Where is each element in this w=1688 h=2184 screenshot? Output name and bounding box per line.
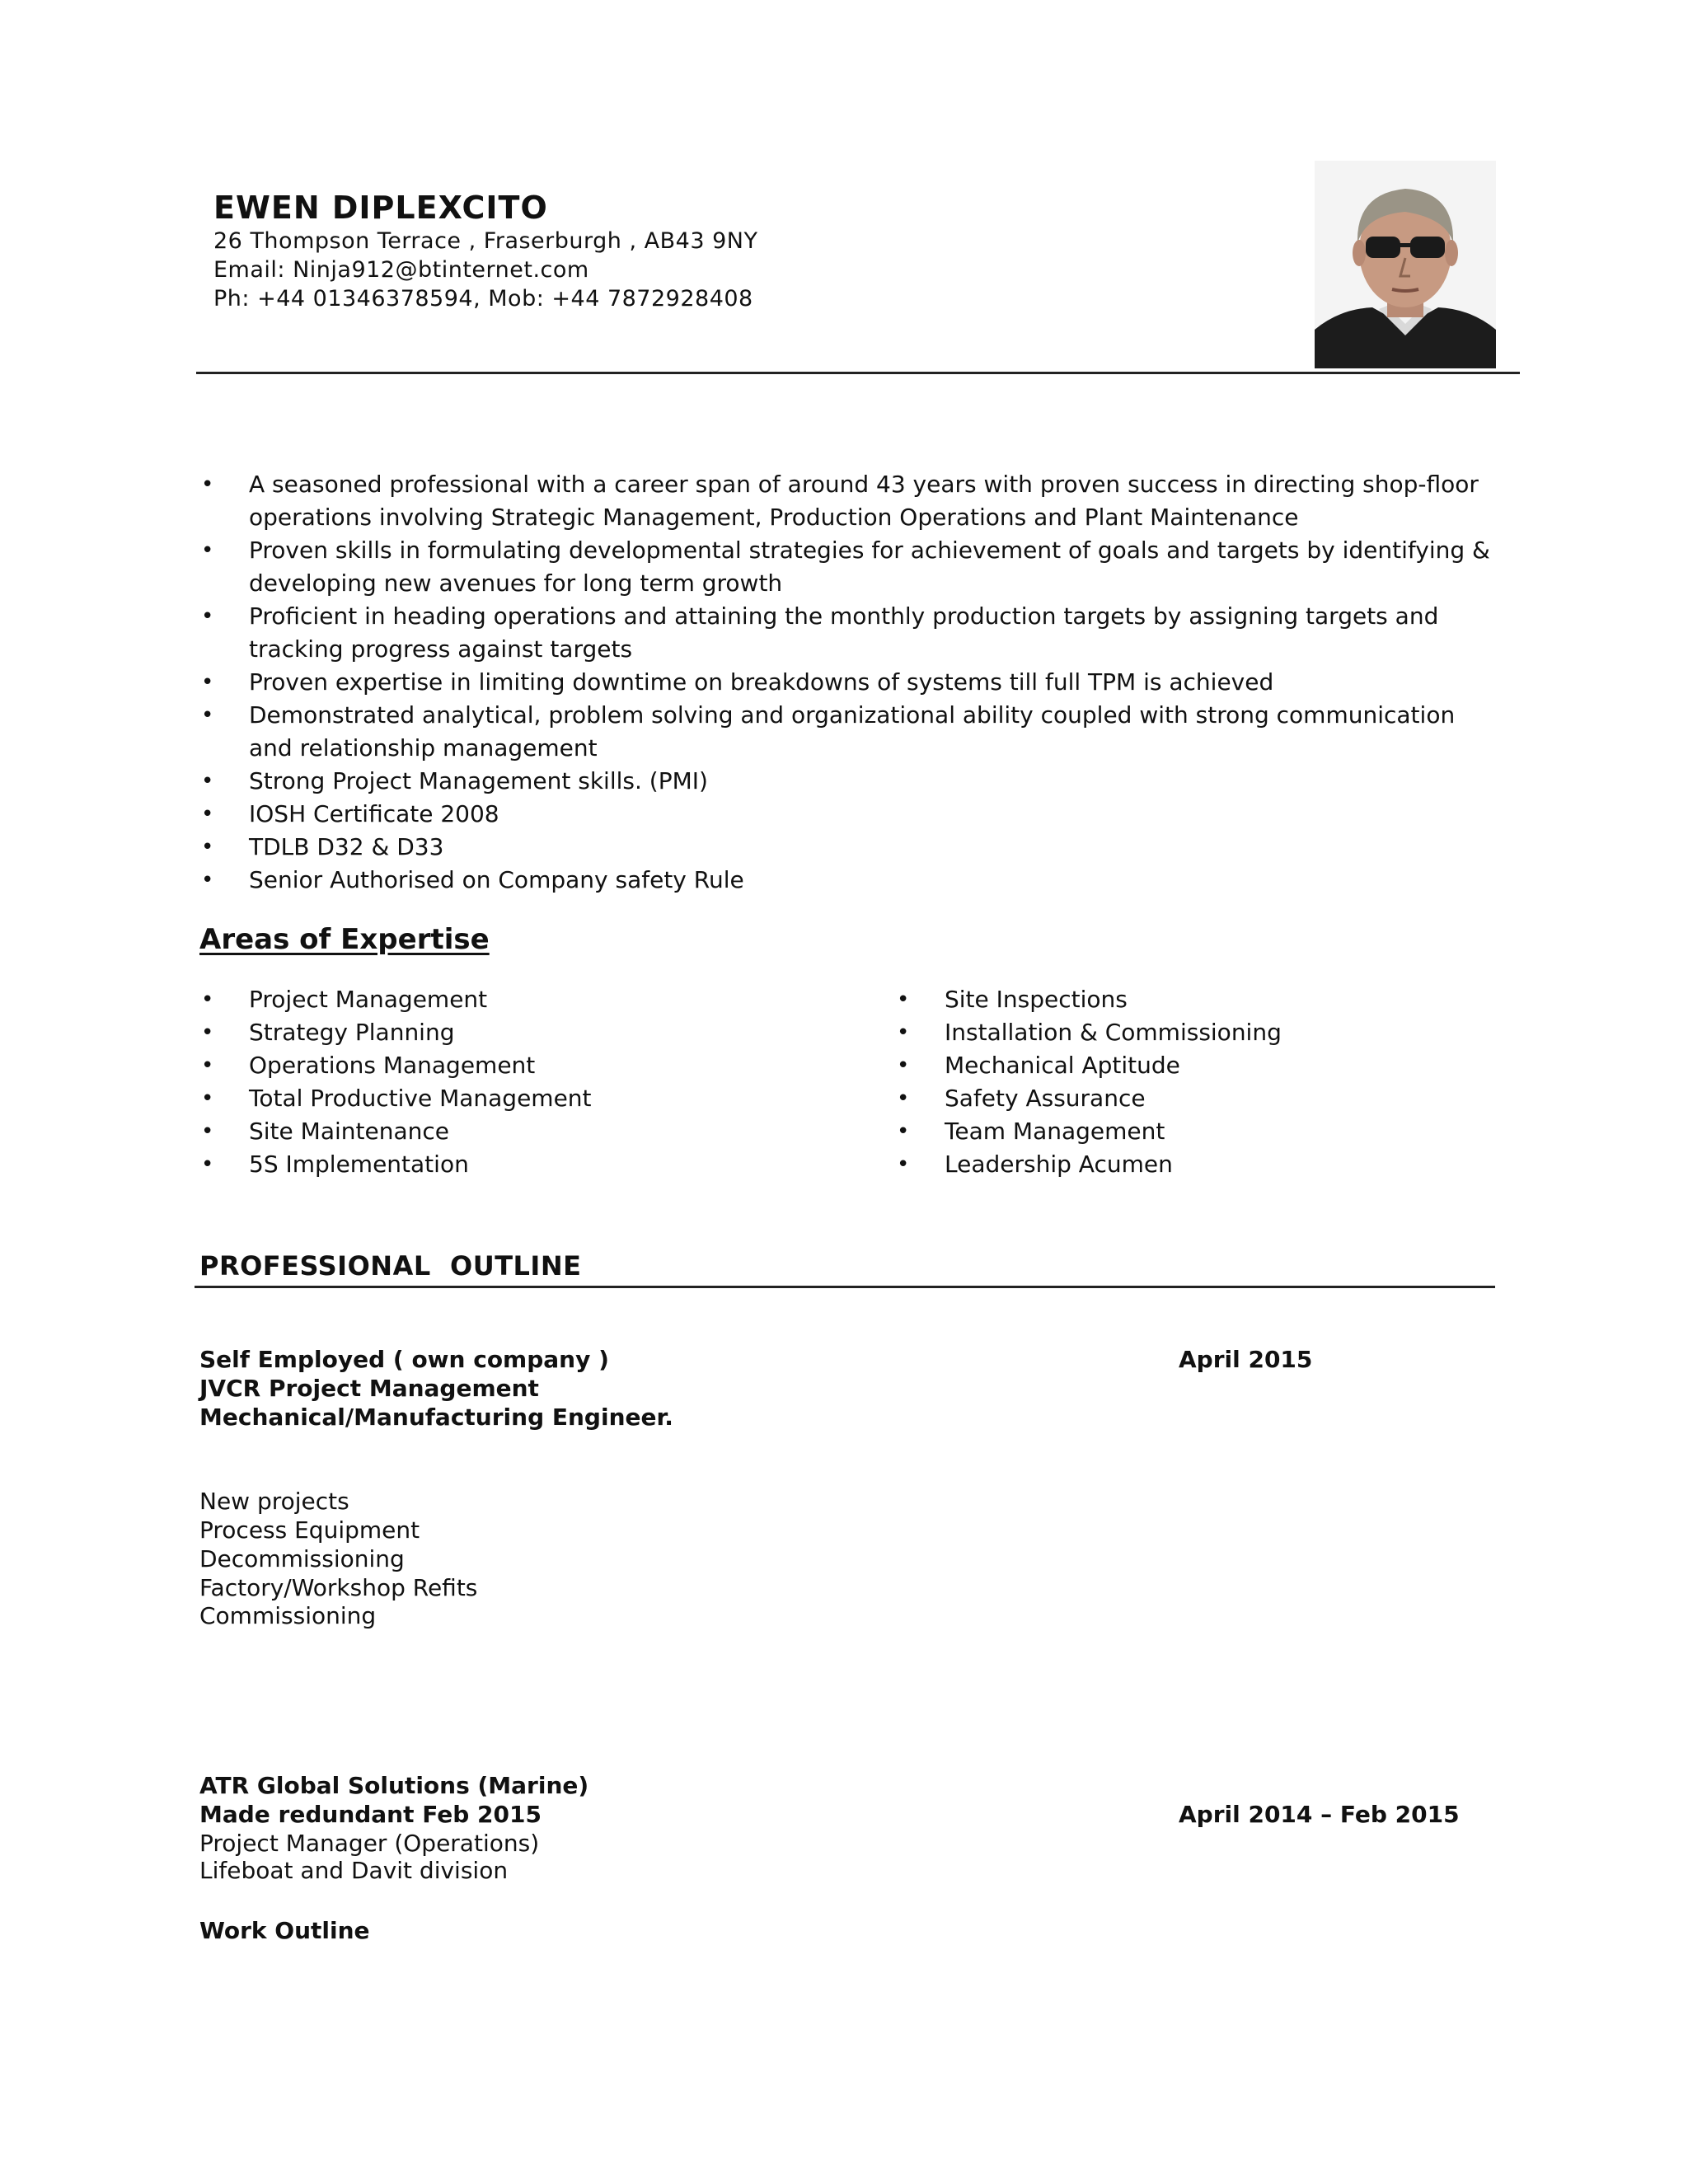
list-item: • Site Maintenance (196, 1115, 856, 1148)
job2-division: Lifeboat and Davit division (199, 1857, 509, 1884)
summary-list (196, 468, 1490, 897)
header-divider (196, 372, 1520, 374)
list-item: • Proven skills in formulating developmental strategies for achievement of goals and targets by identifying & developing new avenues for long term growth (196, 534, 1490, 600)
job2-line2: Made redundant Feb 2015 (199, 1801, 542, 1828)
work-outline-heading: Work Outline (199, 1917, 370, 1944)
list-item: • Total Productive Management (196, 1082, 856, 1115)
expertise-list-right (892, 983, 1518, 1181)
list-item: • Site Inspections (892, 983, 1518, 1016)
job2-company: ATR Global Solutions (Marine) (199, 1772, 589, 1799)
job1-line3: Mechanical/Manufacturing Engineer. (199, 1404, 673, 1431)
list-item: • A seasoned professional with a career span of around 43 years with proven success in directing shop-floor operations involving Strategic Management, Production Operations and Plant Maintenance (196, 468, 1490, 534)
list-item: • Proven expertise in limiting downtime on breakdowns of systems till full TPM is achieved (196, 666, 1490, 699)
list-item: • Proficient in heading operations and attaining the monthly production targets by assigning targets and tracking progress against targets (196, 600, 1490, 666)
outline-divider (195, 1286, 1495, 1288)
job1-duty: Factory/Workshop Refits (199, 1574, 478, 1601)
job1-duty: Commissioning (199, 1602, 377, 1629)
expertise-list-left (196, 983, 856, 1181)
list-item: • Leadership Acumen (892, 1148, 1518, 1181)
job2-date: April 2014 – Feb 2015 (1179, 1801, 1460, 1828)
list-item: • Demonstrated analytical, problem solving and organizational ability coupled with strong communication and relationship management (196, 699, 1490, 765)
candidate-name: EWEN DIPLEXCITO (213, 190, 548, 226)
job1-date: April 2015 (1179, 1346, 1313, 1373)
job1-duty: Decommissioning (199, 1545, 405, 1572)
list-item: • Strategy Planning (196, 1016, 856, 1049)
list-item: • TDLB D32 & D33 (196, 831, 1490, 864)
job1-duty: Process Equipment (199, 1516, 420, 1544)
list-item: • Mechanical Aptitude (892, 1049, 1518, 1082)
list-item: • 5S Implementation (196, 1148, 856, 1181)
job1-duty: New projects (199, 1488, 349, 1515)
expertise-heading: Areas of Expertise (199, 923, 490, 956)
job2-role: Project Manager (Operations) (199, 1830, 540, 1857)
job1-line2: JVCR Project Management (199, 1375, 539, 1402)
list-item: • Team Management (892, 1115, 1518, 1148)
list-item: • Project Management (196, 983, 856, 1016)
address: 26 Thompson Terrace , Fraserburgh , AB43 9NY (213, 228, 758, 254)
list-item: • IOSH Certificate 2008 (196, 798, 1490, 831)
list-item: • Strong Project Management skills. (PMI) (196, 765, 1490, 798)
list-item: • Operations Management (196, 1049, 856, 1082)
list-item: • Safety Assurance (892, 1082, 1518, 1115)
email: Email: Ninja912@btinternet.com (213, 257, 589, 283)
job1-company: Self Employed ( own company ) (199, 1346, 609, 1373)
list-item: • Installation & Commissioning (892, 1016, 1518, 1049)
profile-photo (1315, 161, 1496, 368)
list-item: • Senior Authorised on Company safety Rule (196, 864, 1490, 897)
professional-outline-heading: PROFESSIONAL OUTLINE (199, 1250, 582, 1282)
phone: Ph: +44 01346378594, Mob: +44 7872928408 (213, 286, 753, 312)
